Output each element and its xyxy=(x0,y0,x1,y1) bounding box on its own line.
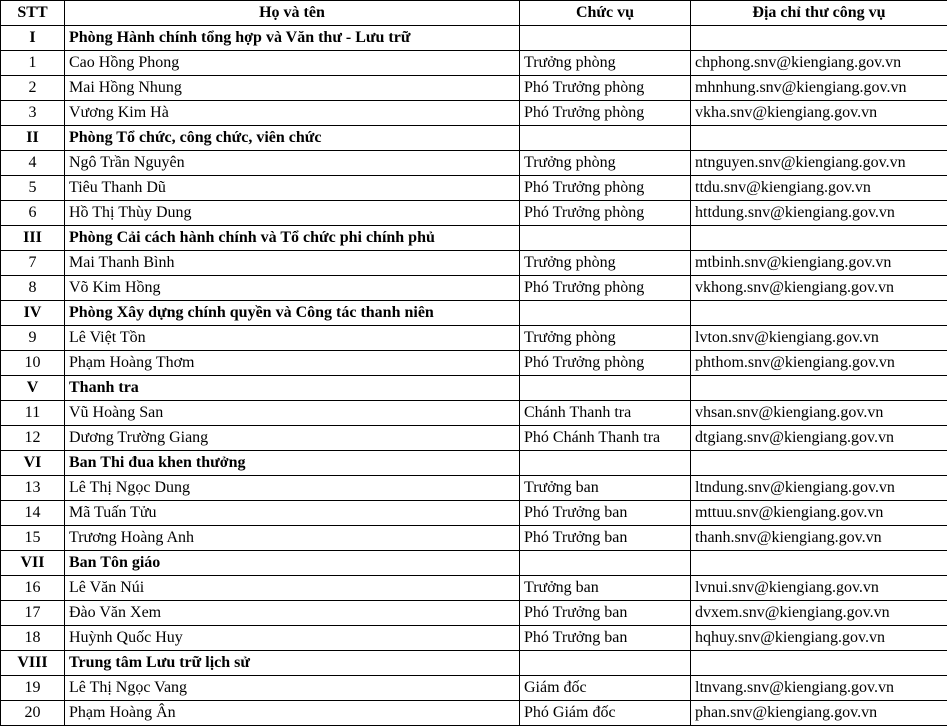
cell-stt: 10 xyxy=(1,351,65,376)
cell-email: ltndung.snv@kiengiang.gov.vn xyxy=(691,476,947,501)
cell-email: vhsan.snv@kiengiang.gov.vn xyxy=(691,401,947,426)
cell-email: phthom.snv@kiengiang.gov.vn xyxy=(691,351,947,376)
cell-stt: 17 xyxy=(1,601,65,626)
cell-name: Lê Văn Núi xyxy=(65,576,520,601)
section-row xyxy=(1,451,947,476)
cell-position: Phó Trưởng ban xyxy=(520,526,691,551)
section-cell-name: Ban Thi đua khen thưởng xyxy=(65,451,520,476)
cell-name: Vũ Hoàng San xyxy=(65,401,520,426)
cell-stt: 14 xyxy=(1,501,65,526)
section-cell-name: Ban Tôn giáo xyxy=(65,551,520,576)
section-cell-stt: III xyxy=(1,226,65,251)
section-row xyxy=(1,126,947,151)
section-cell-stt: VII xyxy=(1,551,65,576)
section-cell-name: Trung tâm Lưu trữ lịch sử xyxy=(65,651,520,676)
cell-position: Trưởng ban xyxy=(520,576,691,601)
section-cell-email xyxy=(691,126,947,151)
cell-email: vkha.snv@kiengiang.gov.vn xyxy=(691,101,947,126)
cell-stt: 18 xyxy=(1,626,65,651)
cell-email: lvton.snv@kiengiang.gov.vn xyxy=(691,326,947,351)
table-row xyxy=(1,476,947,501)
cell-position: Chánh Thanh tra xyxy=(520,401,691,426)
cell-email: mttuu.snv@kiengiang.gov.vn xyxy=(691,501,947,526)
table-row xyxy=(1,426,947,451)
cell-email: dtgiang.snv@kiengiang.gov.vn xyxy=(691,426,947,451)
section-cell-name: Phòng Cải cách hành chính và Tổ chức phi chính phủ xyxy=(65,226,520,251)
cell-name: Lê Thị Ngọc Vang xyxy=(65,676,520,701)
cell-stt: 6 xyxy=(1,201,65,226)
table-row xyxy=(1,326,947,351)
cell-position: Phó Trưởng phòng xyxy=(520,176,691,201)
cell-name: Hồ Thị Thùy Dung xyxy=(65,201,520,226)
header-email: Địa chỉ thư công vụ xyxy=(691,1,947,26)
section-cell-email xyxy=(691,376,947,401)
table-row xyxy=(1,501,947,526)
section-row xyxy=(1,301,947,326)
cell-stt: 2 xyxy=(1,76,65,101)
table-row xyxy=(1,351,947,376)
cell-stt: 16 xyxy=(1,576,65,601)
cell-name: Lê Thị Ngọc Dung xyxy=(65,476,520,501)
cell-email: thanh.snv@kiengiang.gov.vn xyxy=(691,526,947,551)
cell-name: Mã Tuấn Tửu xyxy=(65,501,520,526)
table-header-row xyxy=(1,1,947,26)
cell-stt: 13 xyxy=(1,476,65,501)
cell-email: ltnvang.snv@kiengiang.gov.vn xyxy=(691,676,947,701)
cell-position: Trưởng phòng xyxy=(520,251,691,276)
section-cell-stt: VI xyxy=(1,451,65,476)
cell-name: Lê Việt Tồn xyxy=(65,326,520,351)
cell-email: mtbinh.snv@kiengiang.gov.vn xyxy=(691,251,947,276)
cell-stt: 4 xyxy=(1,151,65,176)
cell-stt: 15 xyxy=(1,526,65,551)
cell-email: ttdu.snv@kiengiang.gov.vn xyxy=(691,176,947,201)
cell-name: Dương Trường Giang xyxy=(65,426,520,451)
section-cell-position xyxy=(520,301,691,326)
cell-position: Phó Trưởng phòng xyxy=(520,76,691,101)
cell-position: Phó Trưởng ban xyxy=(520,626,691,651)
cell-email: mhnhung.snv@kiengiang.gov.vn xyxy=(691,76,947,101)
table-row xyxy=(1,626,947,651)
section-cell-name: Thanh tra xyxy=(65,376,520,401)
section-cell-email xyxy=(691,451,947,476)
cell-position: Trưởng phòng xyxy=(520,151,691,176)
cell-position: Trưởng ban xyxy=(520,476,691,501)
cell-stt: 1 xyxy=(1,51,65,76)
section-row xyxy=(1,376,947,401)
cell-position: Giám đốc xyxy=(520,676,691,701)
cell-stt: 5 xyxy=(1,176,65,201)
section-cell-stt: II xyxy=(1,126,65,151)
section-cell-stt: VIII xyxy=(1,651,65,676)
cell-position: Phó Trưởng phòng xyxy=(520,351,691,376)
cell-email: httdung.snv@kiengiang.gov.vn xyxy=(691,201,947,226)
table-row xyxy=(1,676,947,701)
section-row xyxy=(1,651,947,676)
table-body xyxy=(1,26,947,726)
table-row xyxy=(1,526,947,551)
table-row xyxy=(1,276,947,301)
section-cell-email xyxy=(691,651,947,676)
header-position: Chức vụ xyxy=(520,1,691,26)
table-row xyxy=(1,401,947,426)
section-cell-email xyxy=(691,226,947,251)
cell-position: Phó Trưởng ban xyxy=(520,501,691,526)
table-row xyxy=(1,51,947,76)
table-row xyxy=(1,576,947,601)
section-cell-position xyxy=(520,26,691,51)
section-cell-position xyxy=(520,651,691,676)
cell-stt: 19 xyxy=(1,676,65,701)
cell-email: chphong.snv@kiengiang.gov.vn xyxy=(691,51,947,76)
cell-stt: 8 xyxy=(1,276,65,301)
cell-position: Trưởng phòng xyxy=(520,326,691,351)
section-cell-stt: I xyxy=(1,26,65,51)
cell-position: Phó Trưởng phòng xyxy=(520,201,691,226)
cell-name: Ngô Trần Nguyên xyxy=(65,151,520,176)
section-row xyxy=(1,551,947,576)
cell-email: dvxem.snv@kiengiang.gov.vn xyxy=(691,601,947,626)
cell-name: Đào Văn Xem xyxy=(65,601,520,626)
cell-position: Trưởng phòng xyxy=(520,51,691,76)
cell-email: ntnguyen.snv@kiengiang.gov.vn xyxy=(691,151,947,176)
cell-position: Phó Giám đốc xyxy=(520,701,691,726)
cell-name: Tiêu Thanh Dũ xyxy=(65,176,520,201)
header-stt: STT xyxy=(1,1,65,26)
section-cell-email xyxy=(691,551,947,576)
section-cell-position xyxy=(520,126,691,151)
cell-name: Mai Thanh Bình xyxy=(65,251,520,276)
cell-stt: 12 xyxy=(1,426,65,451)
cell-email: vkhong.snv@kiengiang.gov.vn xyxy=(691,276,947,301)
table-row xyxy=(1,176,947,201)
section-cell-email xyxy=(691,301,947,326)
section-cell-position xyxy=(520,551,691,576)
section-cell-stt: IV xyxy=(1,301,65,326)
cell-name: Trương Hoàng Anh xyxy=(65,526,520,551)
section-cell-stt: V xyxy=(1,376,65,401)
section-cell-position xyxy=(520,451,691,476)
cell-stt: 7 xyxy=(1,251,65,276)
cell-name: Cao Hồng Phong xyxy=(65,51,520,76)
cell-name: Vương Kim Hà xyxy=(65,101,520,126)
cell-email: hqhuy.snv@kiengiang.gov.vn xyxy=(691,626,947,651)
table-row xyxy=(1,701,947,726)
cell-name: Phạm Hoàng Thơm xyxy=(65,351,520,376)
cell-name: Huỳnh Quốc Huy xyxy=(65,626,520,651)
table-row xyxy=(1,251,947,276)
cell-stt: 11 xyxy=(1,401,65,426)
cell-position: Phó Chánh Thanh tra xyxy=(520,426,691,451)
cell-stt: 3 xyxy=(1,101,65,126)
section-cell-name: Phòng Xây dựng chính quyền và Công tác thanh niên xyxy=(65,301,520,326)
cell-stt: 9 xyxy=(1,326,65,351)
section-row xyxy=(1,26,947,51)
cell-name: Phạm Hoàng Ân xyxy=(65,701,520,726)
cell-position: Phó Trưởng phòng xyxy=(520,101,691,126)
section-cell-name: Phòng Tổ chức, công chức, viên chức xyxy=(65,126,520,151)
table-row xyxy=(1,101,947,126)
cell-name: Mai Hồng Nhung xyxy=(65,76,520,101)
table-row xyxy=(1,201,947,226)
section-cell-position xyxy=(520,376,691,401)
table-row xyxy=(1,76,947,101)
cell-email: lvnui.snv@kiengiang.gov.vn xyxy=(691,576,947,601)
table-row xyxy=(1,601,947,626)
section-row xyxy=(1,226,947,251)
cell-name: Võ Kim Hồng xyxy=(65,276,520,301)
section-cell-email xyxy=(691,26,947,51)
table-row xyxy=(1,151,947,176)
cell-stt: 20 xyxy=(1,701,65,726)
cell-email: phan.snv@kiengiang.gov.vn xyxy=(691,701,947,726)
header-name: Họ và tên xyxy=(65,1,520,26)
section-cell-name: Phòng Hành chính tổng hợp và Văn thư - Lưu trữ xyxy=(65,26,520,51)
cell-position: Phó Trưởng phòng xyxy=(520,276,691,301)
cell-position: Phó Trưởng ban xyxy=(520,601,691,626)
section-cell-position xyxy=(520,226,691,251)
